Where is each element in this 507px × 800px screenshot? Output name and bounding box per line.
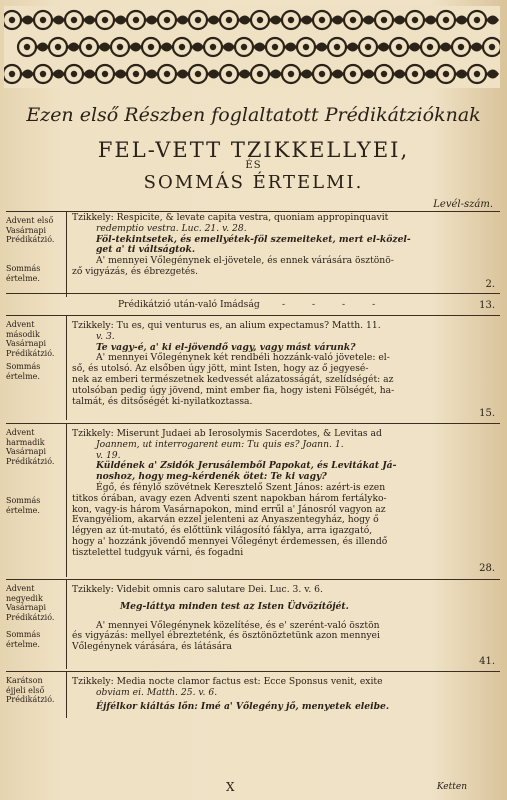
ornament-dot <box>133 17 139 23</box>
text-line: Föl-tekintsetek, és emellyétek-föl szemeiteket, mert el-közel- <box>96 233 411 245</box>
section-body <box>72 585 478 653</box>
column-divider <box>66 580 67 669</box>
section-body <box>72 429 478 559</box>
section-summary-label: Sommás értelme. <box>6 630 41 649</box>
ornament-dot <box>412 17 418 23</box>
ornament-dot <box>71 17 77 23</box>
ornament-dot <box>133 71 139 77</box>
text-line: v. 3. <box>96 330 115 342</box>
text-line: Vőlegénynek várására, és látására <box>72 641 232 653</box>
ornament-dot <box>412 71 418 77</box>
ornament-dot <box>55 44 61 50</box>
ornament-dot <box>458 44 464 50</box>
ornament-dot <box>334 44 340 50</box>
text-line: kon, vagy-is három Vasárnapokon, mind errűl a' Jánosról vagyon az <box>72 503 386 515</box>
text-line: obviam ei. Matth. 25. v. 6. <box>96 686 218 698</box>
ornament-dot <box>148 44 154 50</box>
text-line: ző vigyázás, és ébrezgetés. <box>72 265 198 277</box>
ornament-dot <box>381 17 387 23</box>
section-label: Advent negyedik Vasárnapi Prédikátzió. <box>6 584 55 622</box>
ornament-dot <box>9 17 15 23</box>
ornament-dot <box>210 44 216 50</box>
ornament-dot <box>443 71 449 77</box>
text-line: Küldének a' Zsidók Jerusálemből Papokat, és Levitákat Já- <box>96 460 397 472</box>
ornament-dot <box>24 44 30 50</box>
column-divider <box>66 424 67 577</box>
text-line: v. 19. <box>96 449 121 461</box>
ornament-dot <box>288 17 294 23</box>
section-summary-label: Sommás értelme. <box>6 264 41 283</box>
page-number: 2. <box>485 279 495 290</box>
ornament-dot <box>164 71 170 77</box>
section-summary-label: Sommás értelme. <box>6 362 41 381</box>
ornament-dot <box>381 71 387 77</box>
ornament-dot <box>319 17 325 23</box>
ornament-dot <box>303 44 309 50</box>
text-line: tisztelettel tudgyuk várni, és fogadni <box>72 546 244 558</box>
section-divider <box>6 315 500 316</box>
ornament-dot <box>9 71 15 77</box>
text-line: Tzikkely: Videbit omnis caro salutare Dei. Luc. 3. v. 6. <box>72 584 323 595</box>
ornament-dot <box>71 71 77 77</box>
section-label: Advent harmadik Vasárnapi Prédikátzió. <box>6 428 55 466</box>
ornament-dot <box>102 71 108 77</box>
ornament-dot <box>474 71 480 77</box>
column-heading: Levél-szám. <box>433 199 493 210</box>
text-line: Tzikkely: Media nocte clamor factus est: Ecce Sponsus venit, exite <box>72 676 383 687</box>
ornament-dot <box>350 17 356 23</box>
ornament-dot <box>164 17 170 23</box>
catchword: Ketten <box>436 782 467 792</box>
ornament-dot <box>102 17 108 23</box>
section-body <box>72 677 478 712</box>
ornament-dot <box>86 44 92 50</box>
section-divider <box>6 579 500 580</box>
ornament-dot <box>319 71 325 77</box>
text-line: noshoz, hogy meg-kérdenék ötet: Te ki vagy? <box>96 471 327 483</box>
section-label: Advent első Vasárnapi Prédikátzió. <box>6 216 55 244</box>
section-divider <box>6 671 500 672</box>
dot-leader: - - - - <box>282 299 388 310</box>
section-body <box>72 213 478 278</box>
header-line-2: FEL-VETT TZIKKELLYEI, <box>97 138 410 162</box>
text-line: nek az emberi természetnek kedvessét alázatosságát, szelídségét: az <box>72 373 394 385</box>
text-line: get a' ti váltságtok. <box>96 244 196 256</box>
page-number: 15. <box>479 408 495 419</box>
ornament-dot <box>257 71 263 77</box>
ornament-dot <box>474 17 480 23</box>
text-line: titkos órában, avagy ezen Adventi szent napokban három fertályko- <box>72 492 387 504</box>
text-line: A' mennyei Vőlegénynek közelítése, és e' szerént-való ösztön <box>96 619 380 631</box>
ornament-dot <box>489 44 495 50</box>
text-line: A' mennyei Vőlegénynek el-jövetele, és ennek várására ösztönö- <box>96 255 394 267</box>
ornament-dot <box>226 17 232 23</box>
ornament-dot <box>272 44 278 50</box>
page-number: 41. <box>479 656 495 667</box>
text-line: Égő, és fénylő szövétnek Keresztelő Szent János: azért-is ezen <box>96 481 386 493</box>
text-line: Evangyéliom, akarván ezzel jelenteni az Anyaszentegyház, hogy ő <box>72 514 379 526</box>
text-line: Éjfélkor kiáltás lőn: Imé a' Vőlegény jő, menyetek eleibe. <box>96 700 390 712</box>
ornament-dot <box>443 17 449 23</box>
ornament-dot <box>288 71 294 77</box>
text-line: ső, és utolsó. Az elsőben úgy jött, mint Isten, hogy az ő jegyesé- <box>72 363 369 375</box>
signature-mark: X <box>226 780 235 794</box>
ornament-dot <box>40 17 46 23</box>
header-line-4: SOMMÁS ÉRTELMI. <box>143 172 364 193</box>
ornament-dot <box>226 71 232 77</box>
section-body <box>72 321 478 407</box>
column-divider <box>66 316 67 420</box>
column-divider <box>66 672 67 718</box>
decorative-ornament-band <box>4 6 500 88</box>
text-line: és vigyázás: mellyel ébrezteténk, és ösztönöztetünk azon mennyei <box>72 630 380 642</box>
ornament-dot <box>117 44 123 50</box>
text-line: redemptio vestra. Luc. 21. v. 28. <box>96 222 247 234</box>
ornament-dot <box>40 71 46 77</box>
text-line: Tzikkely: Respicite, & levate capita vestra, quoniam appropinquavit <box>72 212 389 223</box>
section-label: Karátson éjjeli első Prédikátzió. <box>6 676 55 704</box>
text-line: A' mennyei Vőlegénynek két rendbéli hozzánk-való jövetele: el- <box>96 352 390 364</box>
text-line: Te vagy-é, a' ki el-jövendő vagy, vagy mást várunk? <box>96 341 356 353</box>
ornament-dot <box>350 71 356 77</box>
ornament-dot <box>396 44 402 50</box>
section-divider <box>6 293 500 294</box>
text-line: légyen az út-mutató, és előttünk világosító fáklya, arra igazgató, <box>72 525 373 537</box>
ornament-dot <box>179 44 185 50</box>
section-divider <box>6 423 500 424</box>
page-number: 28. <box>479 563 495 574</box>
text-line: Tzikkely: Miserunt Judaei ab Ierosolymis Sacerdotes, & Levitas ad <box>72 428 382 439</box>
prayer-line: Prédikátzió után-való Imádság <box>118 299 260 310</box>
text-line: Tzikkely: Tu es, qui venturus es, an alium expectamus? Matth. 11. <box>72 320 381 331</box>
ornament-dot <box>365 44 371 50</box>
header-line-1: Ezen első Részben foglaltatott Prédikátzióknak <box>26 104 481 126</box>
section-summary-label: Sommás értelme. <box>6 496 41 515</box>
text-line: utolsóban pedig úgy jövend, mint ember fia, hogy isteni Fölségét, ha- <box>72 384 395 396</box>
section-label: Advent második Vasárnapi Prédikátzió. <box>6 320 55 358</box>
header-line-3: ÉS <box>245 160 262 171</box>
column-divider <box>66 212 67 297</box>
text-line: Joannem, ut interrogarent eum: Tu quis es? Joann. 1. <box>96 438 344 450</box>
ornament-dot <box>195 17 201 23</box>
text-line: talmát, és ditsőségét ki-nyilatkoztassa. <box>72 395 253 407</box>
text-line: Meg-láttya minden test az Isten Üdvözítőjét. <box>120 600 349 612</box>
page-number: 13. <box>479 300 495 311</box>
ornament-dot <box>427 44 433 50</box>
ornament-dot <box>257 17 263 23</box>
ornament-dot <box>195 71 201 77</box>
ornament-dot <box>241 44 247 50</box>
text-line: hogy a' hozzánk jövendő mennyei Vőlegényt érdemessen, és illendő <box>72 535 388 547</box>
